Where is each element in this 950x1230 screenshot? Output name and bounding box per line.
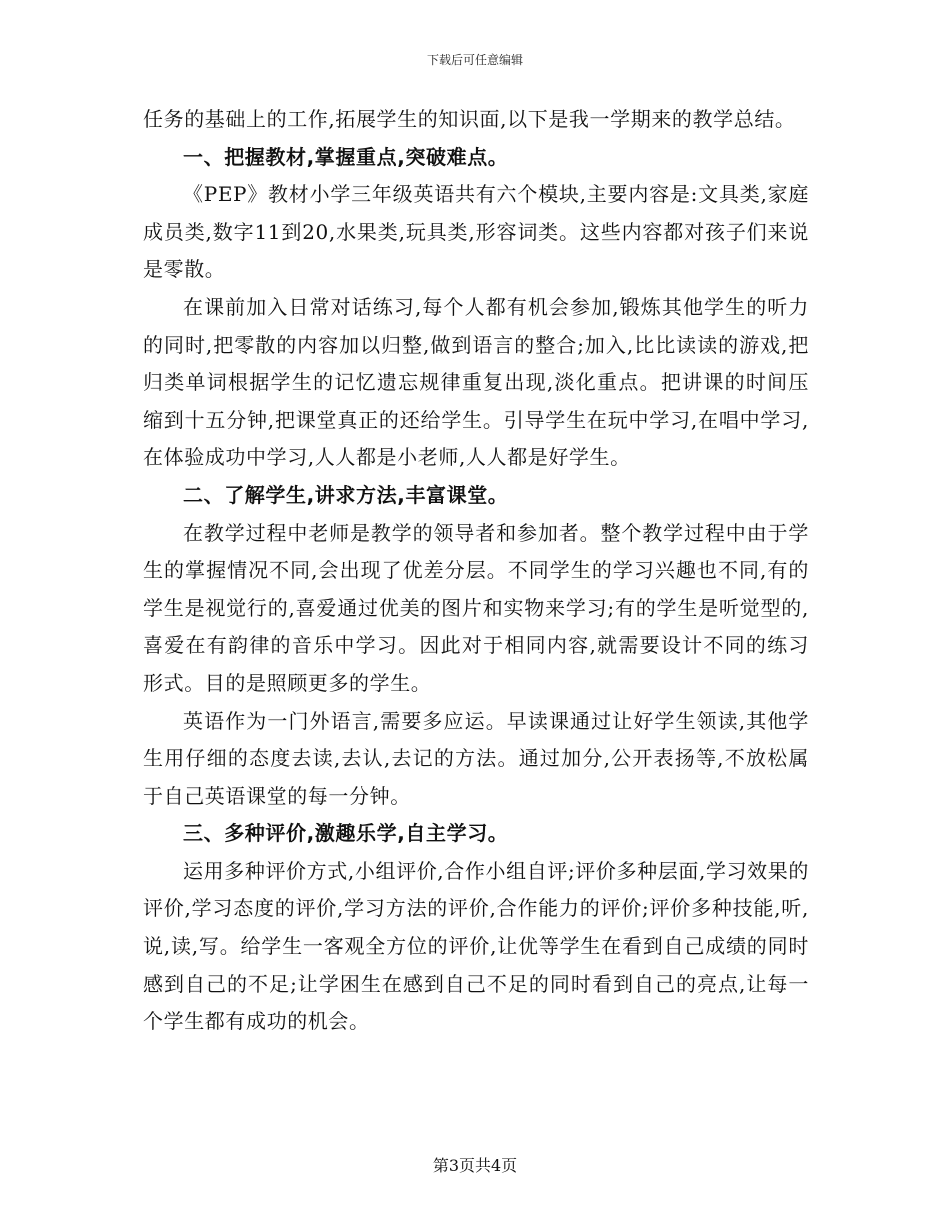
section-heading-1: 一、把握教材,掌握重点,突破难点。: [183, 144, 509, 169]
paragraph-textbook: 《PEP》教材小学三年级英语共有六个模块,主要内容是:文具类,家庭成员类,数字11到20,水果类,玩具类,形容词类。这些内容都对孩子们来说是零散。: [143, 182, 809, 282]
page-number-footer: 第3页共4页: [432, 1156, 518, 1175]
section-heading-2: 二、了解学生,讲求方法,丰富课堂。: [183, 482, 509, 507]
page-header-note: 下载后可任意编辑: [426, 53, 523, 67]
paragraph-evaluation: 运用多种评价方式,小组评价,合作小组自评;评价多种层面,学习效果的评价,学习态度的评价,学习方法的评价,合作能力的评价;评价多种技能,听,说,读,写。给学生一客观全方位的评价,让优等学生在看到自己成绩的同时感到自己的不足;让学困生在感到自己不足的同时看到自己的亮点,让每一个学生都有成功的机会。: [143, 858, 809, 1034]
document-body: [143, 101, 809, 1041]
paragraph-dialogue-practice: 在课前加入日常对话练习,每个人都有机会参加,锻炼其他学生的听力的同时,把零散的内容加以归整,做到语言的整合;加入,比比读读的游戏,把归类单词根据学生的记忆遗忘规律重复出现,淡化重点。把讲课的时间压缩到十五分钟,把课堂真正的还给学生。引导学生在玩中学习,在唱中学习,在体验成功中学习,人人都是小老师,人人都是好学生。: [143, 294, 809, 470]
paragraph-teaching-process: 在教学过程中老师是教学的领导者和参加者。整个教学过程中由于学生的掌握情况不同,会出现了优差分层。不同学生的学习兴趣也不同,有的学生是视觉行的,喜爱通过优美的图片和实物来学习;有的学生是听觉型的,喜爱在有韵律的音乐中学习。因此对于相同内容,就需要设计不同的练习形式。目的是照顾更多的学生。: [143, 520, 809, 695]
paragraph-continuation: 任务的基础上的工作,拓展学生的知识面,以下是我一学期来的教学总结。: [143, 107, 796, 131]
section-heading-3: 三、多种评价,激趣乐学,自主学习。: [183, 821, 509, 846]
paragraph-english-practice: 英语作为一门外语言,需要多应运。早读课通过让好学生领读,其他学生用仔细的态度去读,去认,去记的方法。通过加分,公开表扬等,不放松属于自己英语课堂的每一分钟。: [143, 708, 809, 808]
